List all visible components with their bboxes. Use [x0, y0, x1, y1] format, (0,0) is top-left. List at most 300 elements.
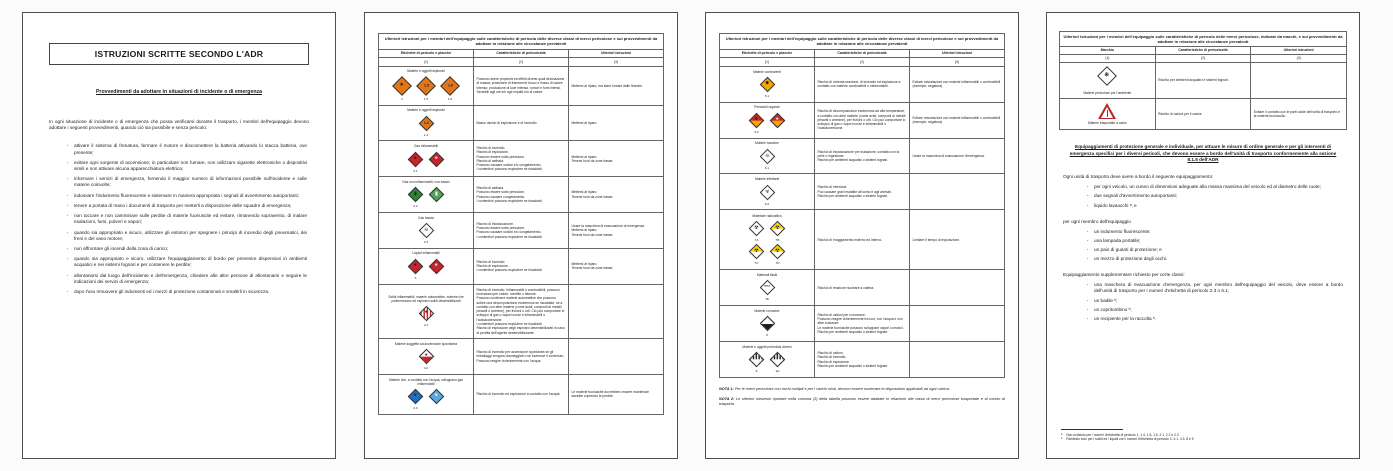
environment-icon: ❋ [1104, 72, 1110, 79]
flame-icon: ✴ [434, 392, 439, 399]
placard-cell [379, 339, 474, 375]
biohazard-icon: ☣ [764, 188, 770, 195]
hazard-text-line: Le materie fuoriuscite possono sviluppare vapori corrosivi. [817, 325, 904, 330]
hazard-characteristics-cell [815, 342, 910, 378]
list-item-text: attivare il sistema di frenatura, fermare il motore e disconnettere la batteria attivando lo stacca batteria, ove presente; [74, 143, 307, 155]
footnote-lines [1061, 433, 1345, 442]
hazard-characteristics-cell [474, 141, 569, 177]
table-row [720, 174, 1005, 210]
placard [758, 183, 776, 206]
placard-caption: 1 [401, 96, 403, 101]
placard [407, 388, 425, 411]
explosives-placard [392, 76, 412, 96]
list-item-text: un recipiente per la raccolta ᵇ. [1094, 315, 1156, 321]
note-line: NOTA 2: Le ulteriori istruzioni riportate nella colonna (3) della tabella possono essere adattate in relazione alle classi di merci pericolose trasportate e al mezzo di trasporto. [719, 396, 1005, 406]
elevated-temperature-triangle-icon [1098, 103, 1116, 119]
list-dash: - [66, 159, 69, 165]
table-row [379, 213, 664, 249]
hazard-classes-table-2 [719, 33, 1005, 378]
instruction-text-line: Mettersi al riparo. [571, 120, 598, 125]
non-flammable-gas-placard [429, 187, 445, 203]
additional-instructions-cell [910, 306, 1005, 342]
hazard-text-line: Rischio di asfissia. [476, 186, 505, 191]
hazard-characteristics-cell [474, 248, 569, 284]
table-row [720, 306, 1005, 342]
column-number: (3) [910, 58, 1005, 67]
toxic-placard [759, 148, 775, 164]
radioactive-placard [749, 243, 765, 259]
skull-icon: ☠ [764, 152, 770, 159]
table-row [379, 66, 664, 105]
hazard-instructions-table [1059, 31, 1347, 130]
placard [769, 351, 787, 374]
explosives-placard [440, 76, 460, 96]
additional-instructions-cell [569, 66, 664, 105]
table-title-row [720, 34, 1005, 50]
column-header: Caratteristiche di pericolosità [815, 49, 910, 58]
table-title: Ulteriori istruzioni per i membri dell'equipaggio sulle caratteristiche di pericolo delle merci pericolose, indicate da marchi, e sui provvedimenti da adottare in relazione alle circostanze prevalenti [1060, 32, 1347, 47]
column-number: (2) [1155, 54, 1251, 62]
instruction-text-line: Mettersi al riparo. [571, 228, 598, 233]
placard-group [382, 304, 471, 327]
list-item-text: informare i servizi di emergenza, fornendo il maggior numero di informazioni possibile sull'incidente e sulle materie coinvolte; [74, 176, 307, 188]
hazard-class-label: Materie tossiche [755, 141, 779, 146]
miscellaneous-placard [749, 352, 765, 368]
flammable-gas-placard [429, 151, 445, 167]
hazard-text-line: Sensibili agli urti e/o agli impatti e/o al calore. [476, 89, 544, 94]
hazard-class-label: Materie che, a contatto con l'acqua, sviluppano gas infiammabili [389, 377, 463, 386]
flame-icon: ✴ [423, 309, 429, 316]
placard-caption: 2.1 [413, 168, 418, 173]
flame-icon: ✴ [413, 262, 418, 269]
column-header: Ulteriori istruzioni [910, 49, 1005, 58]
list-dash: - [66, 202, 69, 208]
hazard-text-line: Rischio di violenta reazione, di incendio ed esplosione a contatto con materie combustibili o infiammabili. [817, 79, 901, 89]
footnote-marker: b [1061, 437, 1063, 441]
placard-caption: 7B [775, 238, 780, 243]
instruction-text-line: Evitare miscelazioni con materie infiammabili o combustibili (esempio: segatura). [912, 115, 1001, 125]
placard-group [723, 147, 812, 170]
placard-caption: 7A [754, 238, 759, 243]
column-header: Etichette di pericolo e placche [720, 49, 815, 58]
list-dash: - [1086, 306, 1089, 312]
placard-caption: 1.6 [447, 96, 453, 101]
hazard-text-line: Rischio di incendio ed esplosione a contatto con l'acqua. [476, 392, 561, 397]
additional-instructions-cell [569, 339, 664, 375]
instruction-text-line: Le materie fuoriuscite dovrebbero essere mantenute asciutte coprendo le perdite. [571, 390, 650, 399]
instruction-text-line: Tenersi fuori da zone basse. [571, 266, 614, 271]
radioactive-icon: ☢ [775, 247, 780, 254]
hazard-text-line: Possono essere sotto pressione. [476, 226, 526, 231]
table-header-row [1060, 46, 1347, 54]
list-item [65, 273, 307, 285]
column-number: (1) [379, 58, 474, 67]
cylinder-icon: ▮ [414, 191, 417, 198]
hazard-class-label: Gas infiammabili [413, 144, 439, 149]
infectious-placard [759, 184, 775, 200]
list-item-text: indossare l'indumento fluorescente e sistemare in maniera appropriata i segnali di avvertimento autoportanti; [74, 192, 299, 198]
list-item-text: liquido lavaocchi ᵃ; e [1094, 202, 1137, 208]
hazard-text-line: Rischio di ustioni per corrosione. [817, 312, 866, 317]
corrosive-placard [759, 316, 775, 332]
table-row [379, 248, 664, 284]
instruction-text-line: Evitare miscelazioni con materie infiammabili o combustibili (esempio: segatura). [912, 79, 1001, 89]
additional-instructions-cell [569, 177, 664, 213]
hazard-class-label: Materie e oggetti esplosivi [407, 108, 445, 113]
list-item-text: due segnali d'avvertimento autoportanti; [1094, 193, 1177, 199]
hazard-characteristics-cell [474, 284, 569, 339]
radioactive-icon: ☢ [754, 225, 759, 232]
organic-peroxide-placard [749, 112, 765, 128]
instruction-text-line: Evitare il contatto con le parti calde dell'unità di trasporto e la materia fuoriuscita. [1253, 109, 1341, 118]
hazard-text-line: Possono avere proprietà ed effetti diversi quali detonazione di massa; proiezione di frammenti; fuoco e flusso di calore intenso; produzione di luce intensa, rumori e fumi intensi. [476, 77, 565, 90]
table-row [379, 374, 664, 414]
flame-icon: ✴ [413, 392, 418, 399]
footnote-rule [1061, 429, 1123, 430]
elevated-temperature-mark [1098, 103, 1116, 119]
table-title-row [379, 34, 664, 50]
placard [417, 304, 435, 327]
hazard-class-label: Materie soggette ad accensione spontanea [394, 341, 458, 346]
list-dash: - [1086, 246, 1089, 252]
hazard-text-line: Rischio per ambienti acquatici o sistemi fognari. [817, 330, 889, 335]
hazard-text-line: Rischio di incendio per accensione spontanea se gli imballaggi vengono danneggiati o se fuoriesce il contenuto. [476, 350, 565, 359]
placard-cell [1060, 62, 1156, 98]
list-item-text: non toccare e non camminare sulle perdite di materie fuoriuscite ed evitare, rimanendo sopravento, di inalare esalazioni, fumi, polveri e vapori; [74, 213, 307, 225]
placard [428, 257, 446, 280]
placard-cell [379, 177, 474, 213]
footnotes [1061, 429, 1345, 442]
marks-table [1059, 31, 1347, 130]
additional-instructions-cell [910, 66, 1005, 102]
placard [392, 75, 413, 101]
placard-caption: 6.1 [764, 165, 770, 170]
hazard-characteristics-cell [474, 374, 569, 414]
hazard-text-line: Possono reagire violentemente con l'acqua. [476, 358, 542, 363]
list-item-text: quando sia appropriato e sicuro, utilizzare l'equipaggiamento di bordo per prevenire dispersioni in ambienti acquatici e nei sistemi fognari e per contenere le perdite; [74, 256, 307, 268]
column-header: Marchio [1060, 46, 1156, 54]
page-1-content [23, 43, 335, 295]
crew-equipment-list [1085, 229, 1343, 262]
hazard-text-line: Rischio di ustioni per il calore. [1158, 111, 1203, 116]
instruction-text-line: Tenersi fuori da zone basse. [571, 232, 614, 237]
hazard-text-line: Rischio di esplosione. [817, 359, 850, 364]
placard-cell [379, 284, 474, 339]
placard-group [723, 315, 812, 338]
list-item-text: un copritombino ᵇ; [1094, 306, 1132, 312]
radioactive-placard [749, 221, 765, 237]
placard [758, 279, 776, 302]
toxic-gas-placard [418, 223, 434, 239]
list-dash: - [66, 192, 69, 198]
flame-icon: ✴ [413, 155, 418, 162]
placard-number: 1.4 [423, 120, 429, 125]
hazard-characteristics-cell [1155, 62, 1251, 98]
hazard-text-line: Rischio per ambienti acquatici o sistemi fognari. [817, 363, 889, 368]
hazard-text-line: Rischio di esplosione. [476, 150, 509, 155]
hazard-text-line: Rischio per ambienti acquatici o sistemi fognari. [817, 158, 889, 163]
table-row [379, 284, 664, 339]
placard [758, 315, 776, 338]
list-dash: - [66, 256, 69, 262]
list-item-text: dopo l'uso rimuovere gli indumenti ed i mezzi di protezione contaminati e smaltirli in sicurezza. [74, 289, 270, 295]
hazard-class-label: Materiale radioattivo [752, 213, 782, 218]
radioactive-icon: ☢ [754, 247, 759, 254]
additional-instructions-cell [910, 174, 1005, 210]
hazard-text-line: I contenitori possono esplodere se riscaldati. [476, 268, 543, 273]
list-dash: - [1086, 297, 1089, 303]
hazard-class-label: Materie comburenti [753, 69, 781, 74]
list-dash: - [1086, 193, 1089, 199]
column-number: (1) [720, 58, 815, 67]
hazard-text-line: Può causare gravi malattie all'uomo e agli animali. [817, 189, 892, 194]
flame-icon: ✴ [754, 116, 759, 123]
hazard-text-line: Possono essere sotto pressione. [476, 190, 526, 195]
flammable-liquid-placard [408, 259, 424, 275]
list-dash: - [66, 213, 69, 219]
flame-icon: ✴ [775, 116, 780, 123]
list-item [1085, 256, 1343, 262]
footnote-line [1061, 437, 1345, 442]
placard [440, 75, 461, 101]
explosives-1-4-placard [418, 115, 434, 131]
hazard-class-label: Solidi infiammabili, materie autoreattive, materie che polimerizzano ed esplosivi solidi desensibilizzati [388, 294, 464, 303]
hazard-text-line: Rischio di incendio. [817, 355, 847, 360]
column-header: Ulteriori istruzioni [1251, 46, 1347, 54]
footnote-marker: a [1061, 432, 1063, 436]
placard-cell [720, 138, 815, 174]
note-label: NOTA 1: [719, 387, 735, 391]
list-item [65, 203, 307, 209]
placard [758, 147, 776, 170]
column-number: (3) [569, 58, 664, 67]
list-item [1085, 193, 1343, 199]
placard-caption: 9 [755, 369, 758, 374]
list-dash: - [66, 246, 69, 252]
placard-cell [379, 105, 474, 141]
dangerous-when-wet-placard [408, 389, 424, 405]
placard-group [382, 388, 471, 411]
note-line: NOTA 1: Per le merci pericolose con rischi multipli e per i carichi misti, devono essere osservate le disposizioni applicabili ad ogni rubrica. [719, 387, 951, 391]
hazard-text-line: Rischio di ustioni. [817, 351, 844, 355]
placard-caption: 2.2 [413, 204, 418, 209]
instruction-text-line: Mettersi al riparo, ma stare lontani dalle finestre. [571, 83, 643, 88]
list-item [1085, 184, 1343, 190]
hazard-text-line: Rischio di incendio. Infiammabili o combustibili, possono incendiarsi per calore, scintille o fiamme. [476, 287, 560, 297]
placard [417, 222, 435, 245]
table-row [720, 210, 1005, 270]
list-item [65, 193, 307, 199]
hazard-text-line: Rischio di decomposizione esotermica ad alte temperature, a contatto con altre materie (come acidi, composti di metalli pesanti o ammine), per frizioni o urti. Ciò può comportare lo sviluppo di gas o vapori nocivi e infiammabili o l'autoaccensione. [817, 109, 906, 131]
skull-icon: ☠ [423, 226, 429, 233]
hazard-class-label: Materie corrosive [754, 308, 780, 313]
additional-instructions-cell [910, 102, 1005, 138]
placard-cell [379, 66, 474, 105]
list-item [1085, 238, 1343, 244]
placard-group [723, 111, 812, 134]
placard [407, 150, 425, 173]
placard-cell [720, 210, 815, 270]
placard [428, 186, 446, 209]
list-item-text: tenere a portata di mano i documenti di trasporto per metterli a disposizione delle squadre di emergenza; [74, 202, 292, 208]
placard-group [382, 222, 471, 245]
crew-intro: per ogni membro dell'equipaggio [1063, 218, 1131, 224]
instruction-text-line: Tenersi fuori da zone basse. [571, 158, 614, 163]
list-dash: - [66, 176, 69, 182]
hazard-text-line: I contenitori possono esplodere se riscaldati. [476, 198, 543, 203]
footnote-text: Richiesto solo per i solidi ed i liquidi con i numeri d'etichetta di pericolo 3, 4.1, 4.3, 8 e 9 [1066, 437, 1194, 442]
equipment-heading: Equipaggiamenti di protezione generale e individuale, per attuare le misure di ordine generale e per gli interventi di emergenza specifici per i diversi pericoli, che devono essere a bordo dell'unità di trasporto conformemente alla sezione 8.1.5 dell'ADR [1069, 143, 1337, 163]
table-row [720, 66, 1005, 102]
document-title: ISTRUZIONI SCRITTE SECONDO L'ADR [49, 43, 309, 65]
hazard-text-line: Rischio di esplosione degli esplosivi desensibilizzati in caso di perdita dell'agente desensibilizzante. [476, 326, 565, 335]
flame-circle-icon: ✹ [764, 80, 770, 87]
column-header: Etichette di pericolo e placche [379, 49, 474, 58]
intro-paragraph: In ogni situazione di incidente o di emergenza che possa verificarsi durante il trasporto, i membri dell'equipaggio devono adottare i seguenti provvedimenti, quando ciò sia possibile e senza pericolo: [49, 119, 309, 131]
hazard-class-label: Materie e oggetti esplosivi [407, 69, 445, 74]
table-number-row [379, 58, 664, 67]
placard [416, 75, 437, 101]
hazard-text-line: Rischio di irraggiamento esterno ed interno. [817, 237, 883, 242]
placard-caption: 3 [414, 275, 417, 280]
additional-instructions-cell [569, 284, 664, 339]
table-title: Ulteriori istruzioni per i membri dell'equipaggio sulle caratteristiche di pericolo delle diverse classi di merci pericolose e sui provvedimenti da adottare in relazione alle circostanze prevalenti [720, 34, 1005, 50]
emergency-measures-list [65, 143, 307, 295]
table-title-row [1060, 32, 1347, 47]
list-item [65, 289, 307, 295]
table-row [720, 270, 1005, 306]
table-row [720, 102, 1005, 138]
list-item [1085, 203, 1343, 209]
placard-caption: 1.5 [423, 96, 429, 101]
hazard-instructions-table [719, 33, 1005, 378]
placard-caption: 7C [754, 260, 759, 265]
hazard-text-line: Basso rischio di esplosione e di incendio. [476, 120, 538, 125]
list-item-text: un mezzo di protezione degli occhi. [1094, 256, 1168, 262]
placard-caption: 9A [775, 369, 780, 374]
placard-cell [720, 306, 815, 342]
radioactive-icon: ☢ [775, 225, 780, 232]
dangerous-when-wet-placard [429, 389, 445, 405]
additional-instructions-cell [569, 105, 664, 141]
column-number: (3) [1251, 54, 1347, 62]
placard-number: 1.6 [447, 83, 453, 88]
placard [769, 220, 787, 243]
additional-instructions-cell [910, 138, 1005, 174]
hazard-characteristics-cell [815, 66, 910, 102]
additional-instructions-cell [569, 374, 664, 414]
cylinder-icon: ▮ [435, 191, 438, 198]
page-4 [1046, 12, 1360, 459]
placard [769, 111, 787, 134]
list-item-text: per ogni veicolo, un cuneo di dimensioni adeguate alla massa massima del veicolo ed al diametro delle ruote; [1094, 184, 1321, 190]
placard-caption: 5.1 [764, 93, 770, 98]
page-3-content [706, 13, 1018, 407]
hazard-characteristics-cell [474, 339, 569, 375]
placard-group [382, 150, 471, 173]
hazard-instructions-table [378, 33, 664, 415]
list-item [65, 143, 307, 155]
column-number: (1) [1060, 54, 1156, 62]
list-dash: - [66, 272, 69, 278]
placard [1097, 65, 1118, 91]
note-label: NOTA 2: [719, 396, 737, 401]
list-item-text: una lampada portatile; [1094, 237, 1141, 243]
list-item [65, 213, 307, 225]
hazard-text-line: Possono reagire violentemente tra loro, con l'acqua e con altre sostanze. [817, 317, 903, 326]
list-dash: - [1086, 315, 1089, 321]
additional-instructions-cell [569, 248, 664, 284]
placard-caption: 7D [775, 260, 780, 265]
placard-group [382, 75, 471, 101]
list-item-text: un paio di guanti di protezione; e [1094, 246, 1162, 252]
table-title: Ulteriori istruzioni per i membri dell'equipaggio sulle caratteristiche di pericolo delle diverse classi di merci pericolose e sui provvedimenti da adottare in relazione alle circostanze prevalenti [379, 34, 664, 50]
list-item [65, 230, 307, 242]
additional-instructions-cell [910, 342, 1005, 378]
flame-icon: ✴ [434, 262, 439, 269]
transport-unit-equipment-list [1085, 184, 1343, 208]
hazard-characteristics-cell [815, 102, 910, 138]
hazard-text-line: I contenitori possono esplodere se riscaldati. [476, 167, 543, 172]
hazard-characteristics-cell [815, 270, 910, 306]
placard-number: 1.5 [423, 83, 429, 88]
hazard-characteristics-cell [474, 105, 569, 141]
placard [407, 186, 425, 209]
placard [417, 348, 435, 371]
placard-group [382, 186, 471, 209]
list-item-text: quando sia appropriato e sicuro, utilizzare gli estintori per spegnere i principi di incendio degli pneumatici, dei freni e del vano motore; [74, 229, 307, 241]
list-item-text: evitare ogni sorgente di accensione; in particolare non fumare, non utilizzare sigarette elettroniche o dispositivi simili e non attivare alcuna apparecchiatura elettrica; [74, 159, 307, 171]
equipment-intro: Ogni unità di trasporto deve avere a bordo il seguente equipaggiamento: [1063, 174, 1214, 180]
instruction-text-line: Mettersi al riparo. [571, 190, 598, 195]
hazard-text-line: I contenitori possono esplodere se riscaldati. [476, 234, 543, 239]
table-row [1060, 62, 1347, 98]
placard-caption: 5.2 [754, 129, 759, 134]
placard-group [723, 75, 812, 98]
placard-group [723, 279, 812, 302]
table-row [720, 342, 1005, 378]
placard [748, 220, 766, 243]
hazard-text-line: Rischio di incendio. [476, 146, 506, 151]
additional-instructions-cell [910, 210, 1005, 270]
flammable-liquid-placard [429, 259, 445, 275]
list-dash: - [1086, 282, 1089, 288]
hazard-text-line: Possono essere sotto pressione. [476, 154, 526, 159]
organic-peroxide-placard [770, 112, 786, 128]
additional-instructions-cell [910, 270, 1005, 306]
hazard-text-line: Rischio di intossicazione per inalazione, contatto con la pelle o ingestione. [817, 149, 900, 158]
additional-instructions-cell [569, 213, 664, 249]
placard [407, 257, 425, 280]
placard [758, 75, 776, 98]
hazard-text-line: Possono causare ustioni e/o congelamento. [476, 230, 542, 235]
placard-cell [720, 342, 815, 378]
table-row [1060, 98, 1347, 129]
list-item-text: una maschera di evacuazione d'emergenza, per ogni membro dell'equipaggio del veicolo, deve essere a bordo dell'unità di trasporto per i numeri d'etichetta di pericolo 2.3 o 6.1; [1094, 282, 1343, 294]
table-header-row [379, 49, 664, 58]
placard [748, 111, 766, 134]
hazard-characteristics-cell [815, 174, 910, 210]
placard-caption: 8 [766, 333, 768, 338]
footnote-text: Non richiesto per i numeri d'etichetta di pericolo 1, 1.4, 1.5, 1.6, 2.1, 2.2 e 2.3 [1066, 432, 1179, 437]
hazard-text-line: Rischio di incendio. [476, 259, 506, 264]
table-header-row [720, 49, 1005, 58]
placard [748, 242, 766, 265]
list-item [65, 246, 307, 252]
placard-cell [720, 66, 815, 102]
supplementary-intro: Equipaggiamento supplementare richiesto per certe classi: [1063, 272, 1185, 278]
page-4-content [1047, 13, 1359, 458]
